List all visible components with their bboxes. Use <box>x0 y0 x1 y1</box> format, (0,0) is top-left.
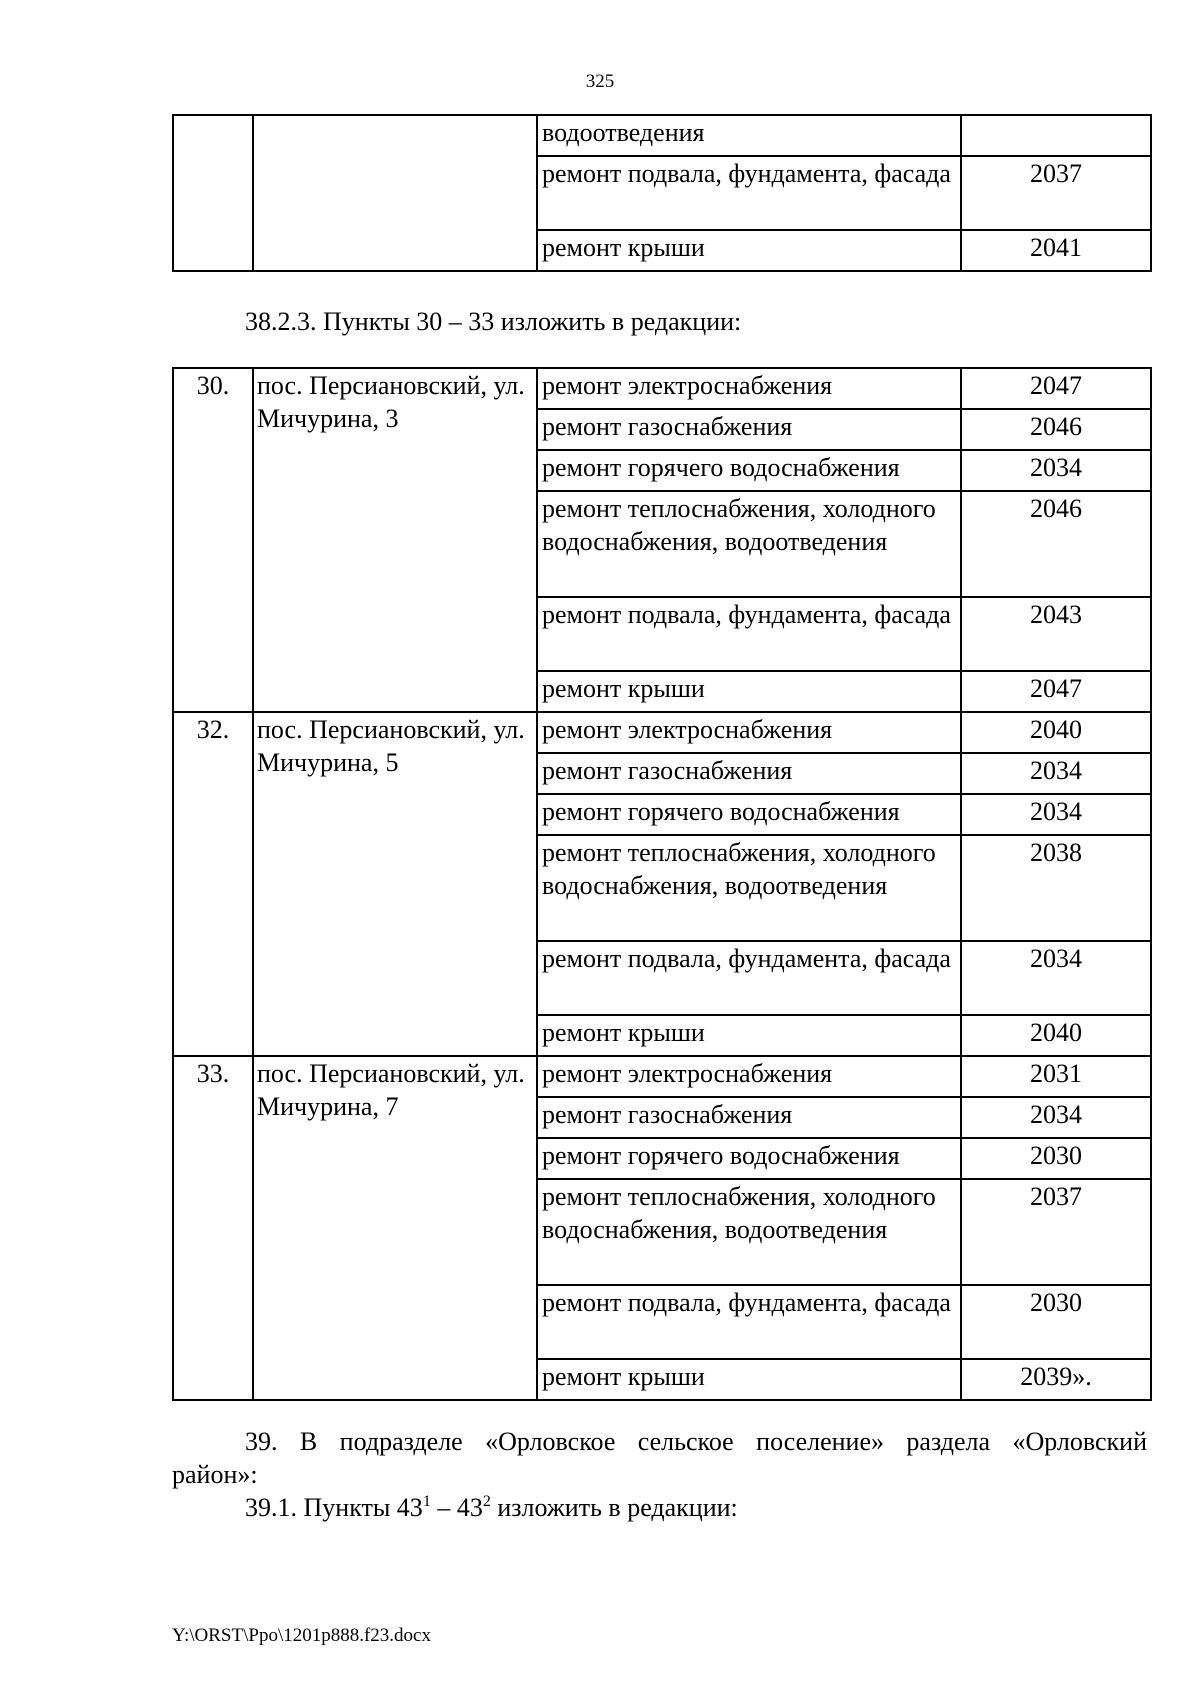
table-row <box>173 1056 1151 1097</box>
number-cell <box>173 115 253 271</box>
work-type-cell: ремонт теплоснабжения, холодного водоснабжения, водоотведения <box>537 491 961 597</box>
instruction-paragraph-39-1 <box>172 1491 1147 1524</box>
work-type-cell: ремонт подвала, фундамента, фасада <box>537 597 961 671</box>
number-cell: 33. <box>173 1056 253 1400</box>
year-cell: 2034 <box>961 941 1151 1015</box>
continued-repair-table <box>172 114 1152 272</box>
year-cell: 2030 <box>961 1285 1151 1359</box>
address-cell <box>253 115 537 271</box>
year-cell: 2038 <box>961 835 1151 941</box>
year-cell: 2031 <box>961 1056 1151 1097</box>
work-type-cell: ремонт крыши <box>537 230 961 271</box>
address-cell: пос. Персиановский, ул. Мичурина, 5 <box>253 712 537 1056</box>
table-row <box>173 712 1151 753</box>
work-type-cell: ремонт крыши <box>537 1359 961 1400</box>
year-cell: 2040 <box>961 712 1151 753</box>
year-cell: 2047 <box>961 368 1151 409</box>
work-type-cell: ремонт газоснабжения <box>537 1097 961 1138</box>
work-type-cell: ремонт теплоснабжения, холодного водоснабжения, водоотведения <box>537 1179 961 1285</box>
year-cell: 2030 <box>961 1138 1151 1179</box>
year-cell: 2043 <box>961 597 1151 671</box>
work-type-cell: ремонт крыши <box>537 671 961 712</box>
work-type-cell: ремонт электроснабжения <box>537 368 961 409</box>
number-cell: 30. <box>173 368 253 712</box>
year-cell: 2046 <box>961 409 1151 450</box>
year-cell: 2034 <box>961 1097 1151 1138</box>
year-cell: 2047 <box>961 671 1151 712</box>
work-type-cell: ремонт горячего водоснабжения <box>537 450 961 491</box>
work-type-cell: ремонт крыши <box>537 1015 961 1056</box>
address-cell: пос. Персиановский, ул. Мичурина, 3 <box>253 368 537 712</box>
paragraph-text: 39. В подразделе «Орловское сельское поселение» раздела «Орловский район»: <box>172 1427 1147 1489</box>
address-cell: пос. Персиановский, ул. Мичурина, 7 <box>253 1056 537 1400</box>
file-path-footer: Y:\ORST\Ppo\1201p888.f23.docx <box>172 1625 431 1646</box>
superscript: 2 <box>482 1493 491 1510</box>
year-cell: 2034 <box>961 753 1151 794</box>
work-type-cell: ремонт подвала, фундамента, фасада <box>537 1285 961 1359</box>
work-type-cell: ремонт газоснабжения <box>537 409 961 450</box>
paragraph-text: 39.1. Пункты 43 <box>245 1493 423 1522</box>
work-type-cell: ремонт теплоснабжения, холодного водоснабжения, водоотведения <box>537 835 961 941</box>
year-cell: 2034 <box>961 794 1151 835</box>
paragraph-text: – 43 <box>430 1493 483 1522</box>
work-type-cell: ремонт подвала, фундамента, фасада <box>537 156 961 230</box>
work-type-cell: ремонт горячего водоснабжения <box>537 794 961 835</box>
number-cell: 32. <box>173 712 253 1056</box>
work-type-cell: ремонт электроснабжения <box>537 712 961 753</box>
page-number: 325 <box>585 71 615 92</box>
year-cell: 2041 <box>961 230 1151 271</box>
year-cell: 2046 <box>961 491 1151 597</box>
instruction-paragraph-39 <box>172 1425 1147 1491</box>
year-cell: 2040 <box>961 1015 1151 1056</box>
work-type-cell: ремонт газоснабжения <box>537 753 961 794</box>
table-row <box>173 368 1151 409</box>
year-cell: 2037 <box>961 1179 1151 1285</box>
table-row <box>173 115 1151 156</box>
superscript: 1 <box>422 1493 431 1510</box>
work-type-cell: ремонт электроснабжения <box>537 1056 961 1097</box>
year-cell: 2034 <box>961 450 1151 491</box>
year-cell: 2037 <box>961 156 1151 230</box>
work-type-cell: ремонт горячего водоснабжения <box>537 1138 961 1179</box>
instruction-paragraph-38-2-3: 38.2.3. Пункты 30 – 33 изложить в редакции: <box>245 307 742 336</box>
repair-schedule-table <box>172 367 1152 1401</box>
paragraph-text: изложить в редакции: <box>490 1493 738 1522</box>
year-cell <box>961 115 1151 156</box>
work-type-cell: водоотведения <box>537 115 961 156</box>
work-type-cell: ремонт подвала, фундамента, фасада <box>537 941 961 1015</box>
year-cell: 2039». <box>961 1359 1151 1400</box>
